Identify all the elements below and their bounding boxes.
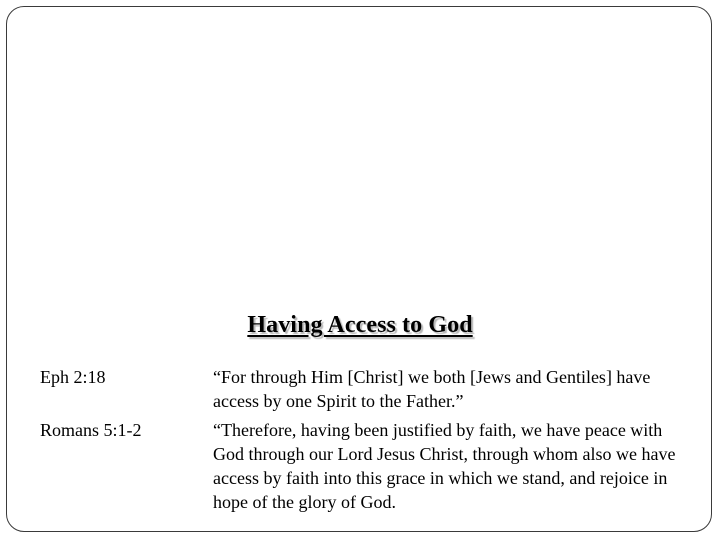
passage-reference: Eph 2:18 — [40, 367, 106, 387]
slide-title: Having Access to God — [247, 312, 473, 338]
passage-text: “For through Him [Christ] we both [Jews and Gentiles] have access by one Spirit to the Father.” — [213, 367, 651, 411]
passage-reference: Romans 5:1-2 — [40, 420, 142, 440]
passage-text: “Therefore, having been justified by faith, we have peace with God through our Lord Jesus Christ, through whom also we have access by faith into this grace in which we stand, and rejoice in hope of the glory of God. — [213, 420, 676, 512]
